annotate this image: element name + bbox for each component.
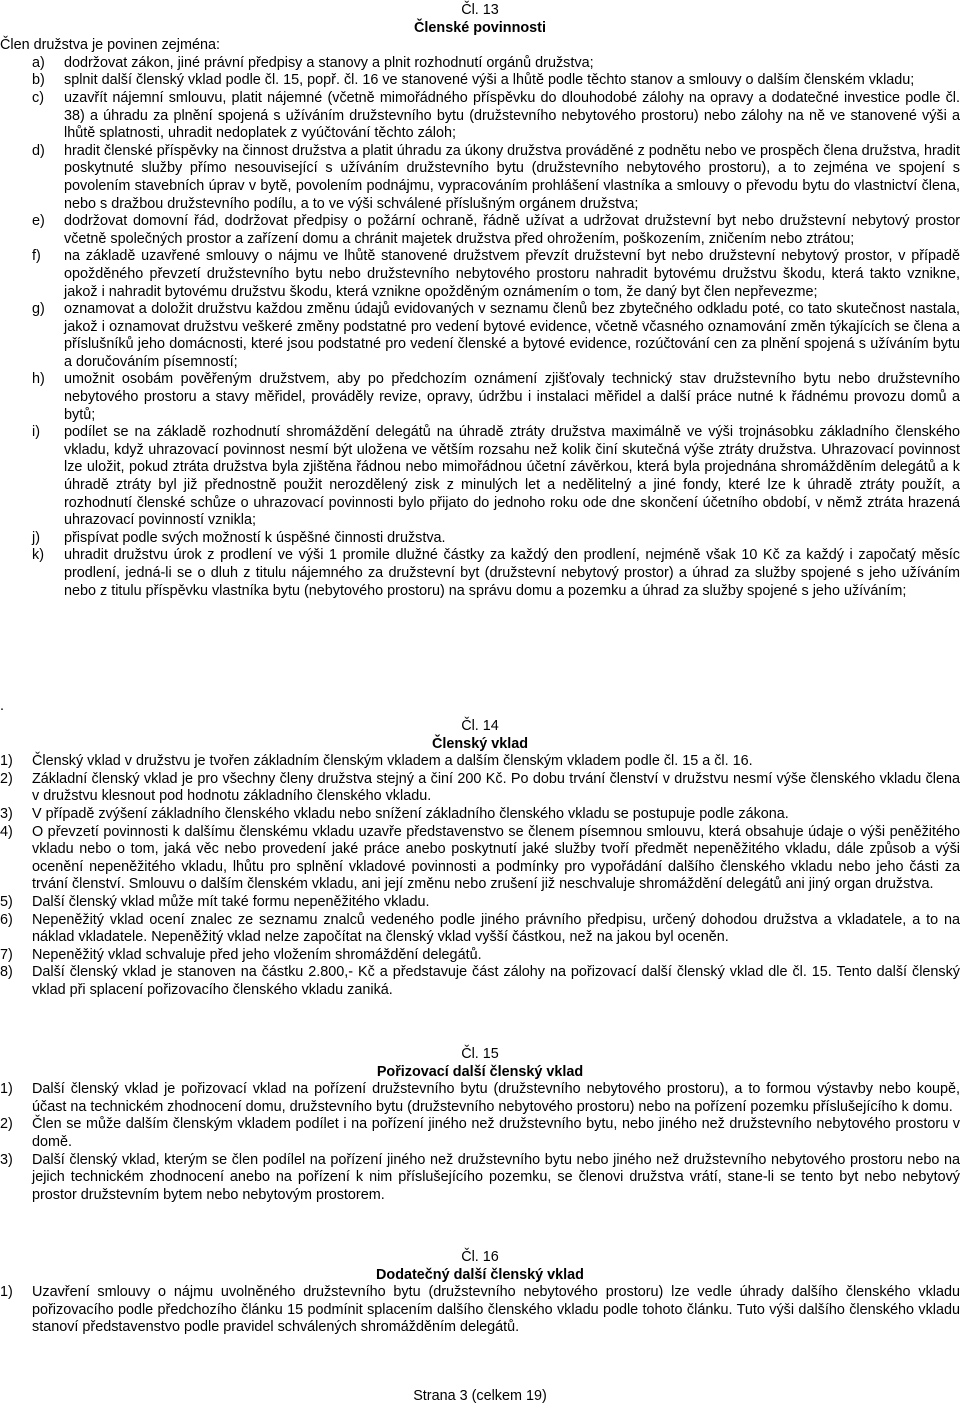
item-text: na základě uzavřené smlouvy o nájmu ve lhůtě stanovené družstvem převzít družstevní byt nebo družstevní nebytový prostor, v případě opožděného převzetí družstevního bytu nebo družstevního nebytového prostoru nahradit bytovému družstvu škodu, která takto vznikne, jakož i nahradit bytovému družstvu škodu, která vznikne opožděným oznámením o tom, že daný byt člen nepřevezme;: [64, 248, 960, 300]
item-text: Základní členský vklad je pro všechny členy družstva stejný a činí 200 Kč. Po dobu trvání členství v družstvu nesmí výše členského vkladu člena v družstvu klesnout pod hodnotu základního členského vkladu.: [32, 770, 960, 805]
article-number: Čl. 13: [461, 2, 499, 18]
list-item: [0, 771, 960, 806]
item-text: umožnit osobám pověřeným družstvem, aby po předchozím oznámení zjišťovaly technický stav družstevního bytu nebo družstevního nebytového prostoru a stavy měřidel, prováděly revize, opravy, údržbu i instalaci měřidel a další práce nutné k řádnému provozu domů a bytů;: [64, 371, 960, 423]
item-label: 1): [0, 1284, 13, 1301]
list-item: [0, 72, 960, 90]
numbered-list: [0, 1284, 960, 1337]
item-text: oznamovat a doložit družstvu každou změnu údajů evidovaných v seznamu členů bez zbytečného odkladu poté, co tato skutečnost nastala, jakož i oznamovat družstvu veškeré změny podstatné pro vedení bytové evidence, včetně včasného oznamování změn týkajících se člena a příslušníků jeho domácnosti, které jsou podstatné pro vedení členské a bytové evidence, rozúčtování cen za plnění spojená s užíváním bytu a doručováním písemností;: [64, 301, 960, 370]
article-13: [0, 2, 960, 600]
list-item: [0, 213, 960, 248]
list-item: [0, 547, 960, 600]
list-item: [0, 1152, 960, 1205]
list-item: [0, 894, 960, 912]
item-text: uhradit družstvu úrok z prodlení ve výši 1 promile dlužné částky za každý den prodlení, nejméně však 10 Kč za každý i započatý měsíc prodlení, jedná-li se o dluh z titulu nájemného za družstevní byt (družstevní nebytový prostor) a úhrad za služby spojené s jeho užíváním nebo z titulu příspěvku vlastníka bytu (nebytového prostoru) na správu domu a pozemku a úhrad za služby spojené s jeho užíváním;: [64, 547, 960, 599]
item-label: b): [32, 72, 45, 89]
item-label: 2): [0, 770, 13, 787]
item-label: g): [32, 301, 45, 318]
item-label: e): [32, 213, 45, 230]
item-label: 7): [0, 946, 13, 963]
list-item: [0, 1081, 960, 1116]
item-text: uzavřít nájemní smlouvu, platit nájemné (včetně mimořádného příspěvku do dlouhodobé zálohy na opravy a dodatečné investice podle čl. 38) a úhradu za plnění spojená s užíváním družstevního bytu (družstevního nebytového prostoru) nebo zálohy na ně ve stanovené výši a lhůtě splatnosti, uhradit nedoplatek z vyúčtování těchto záloh;: [64, 89, 960, 142]
article-number: Čl. 15: [461, 1046, 499, 1062]
duties-list: [0, 55, 960, 600]
item-text: Nepeněžitý vklad schvaluje před jeho vložením shromáždění delegátů.: [32, 946, 482, 963]
page-footer: Strana 3 (celkem 19): [413, 1388, 547, 1404]
numbered-list: [0, 753, 960, 999]
article-title: Členské povinnosti: [414, 19, 546, 36]
item-label: 3): [0, 805, 13, 822]
item-text: Člen se může dalším členským vkladem podílet i na pořízení jiného než družstevního bytu, nebo jiného než družstevního nebytového prostoru v domě.: [32, 1116, 960, 1150]
item-label: i): [32, 424, 40, 441]
item-label: c): [32, 89, 44, 106]
list-item: [0, 55, 960, 73]
item-text: hradit členské příspěvky na činnost družstva a platit úhradu za úkony družstva prováděné z podnětu nebo ve prospěch člena družstva, hradit poskytnuté služby přímo nesouvisející s užíváním družstevního bytu (družstevního nebytového prostoru), a to zejména ve spojení s povolením stavebních úprav v bytě, povolením podnájmu, vypracováním prohlášení vlastníka a smlouvy o převodu bytu do vlastnictví člena, nebo s dražbou družstevního podílu, a to ve výši schválené příslušným orgánem družstva;: [64, 142, 960, 212]
item-label: 8): [0, 964, 13, 981]
item-label: 5): [0, 893, 13, 910]
item-text: O převzetí povinnosti k dalšímu členskému vkladu uzavře představenstvo se členem písemnou smlouvu, která obsahuje údaje o výši peněžitého vkladu nebo o tom, jaká věc nebo provedení jaké práce anebo poskytnutí jaké služby tvoří předmět nepeněžitého vkladu, dále způsob a výši ocenění nepeněžitého vkladu, lhůtu pro splnění vkladové povinnosti a podmínky pro vypořádání dalšího členského vkladu nebo jeho části za trvání členství. Smlouvu o dalším členském vkladu, ani její změnu nebo zrušení již neschvaluje shromáždění delegátů ani jiný organ družstva.: [32, 823, 960, 893]
list-item: [0, 424, 960, 530]
item-text: dodržovat zákon, jiné právní předpisy a stanovy a plnit rozhodnutí orgánů družstva;: [64, 54, 594, 71]
item-label: 6): [0, 911, 13, 928]
article-title: Členský vklad: [432, 735, 528, 752]
list-item: [0, 806, 960, 824]
item-label: a): [32, 54, 45, 71]
article-number: Čl. 16: [461, 1249, 499, 1265]
item-text: Další členský vklad je pořizovací vklad na pořízení družstevního bytu (družstevního nebytového prostoru), a to formou výstavby nebo koupě, účast na technickém zhodnocení domu, družstevního bytu (družstevního nebytového prostoru) nebo na pořízení pozemku příslušejícího k domu.: [32, 1081, 960, 1115]
item-text: Nepeněžitý vklad ocení znalec ze seznamu znalců vedeného podle jiného právního předpisu, určený dohodou družstva a vkladatele, a to na náklad vkladatele. Nepeněžitý vklad nelze započítat na členský vklad vyšší částkou, než na jakou byl oceněn.: [32, 911, 960, 946]
item-text: Další členský vklad je stanoven na částku 2.800,- Kč a představuje část zálohy na pořizovací další členský vklad dle čl. 15. Tento další členský vklad při splacení pořizovacího členského vkladu zaniká.: [32, 964, 960, 998]
item-text: V případě zvýšení základního členského vkladu nebo snížení základního členského vkladu se postupuje podle zákona.: [32, 805, 789, 822]
numbered-list: [0, 1081, 960, 1204]
list-item: [0, 371, 960, 424]
list-item: [0, 824, 960, 894]
item-label: 4): [0, 823, 13, 840]
item-text: Uzavření smlouvy o nájmu uvolněného družstevního bytu (družstevního nebytového prostoru) lze vedle úhrady dalšího členského vkladu pořizovacího podle předchozího článku 15 podmínit splacením dalšího členského vkladu podle tohoto článku. Tuto výši dalšího členského vkladu stanoví představenstvo podle pravidel schválených shromážděním delegátů.: [32, 1284, 960, 1336]
list-item: [0, 1284, 960, 1337]
item-text: přispívat podle svých možností k úspěšné činnosti družstva.: [64, 529, 446, 546]
list-item: [0, 1116, 960, 1151]
article-15: [0, 1046, 960, 1204]
item-text: Členský vklad v družstvu je tvořen základním členským vkladem a dalším členským vkladem podle čl. 15 a čl. 16.: [32, 753, 753, 770]
item-label: 2): [0, 1116, 13, 1133]
item-text: Další členský vklad, kterým se člen podílel na pořízení jiného než družstevního bytu nebo jiného než družstevního nebytového prostoru nebo na jejich technickém zhodnocení anebo na pořízení k nim příslušejícího pozemku, se členovi družstva vrátí, stane-li se tento byt nebo nebytový prostor družstevním bytem nebo nebytovým prostorem.: [32, 1151, 960, 1203]
item-text: splnit další členský vklad podle čl. 15, popř. čl. 16 ve stanovené výši a lhůtě podle těchto stanov a smlouvy o dalším členském vkladu;: [64, 72, 915, 89]
article-14: [0, 718, 960, 1000]
item-text: dodržovat domovní řád, dodržovat předpisy o požární ochraně, řádně užívat a udržovat družstevní byt nebo družstevní nebytový prostor včetně společných prostor a zařízení domu a chránit majetek družstva před ohrožením, poškozením, zničením nebo ztrátou;: [64, 213, 960, 247]
list-item: [0, 248, 960, 301]
item-label: f): [32, 248, 41, 265]
list-item: [0, 143, 960, 213]
article-number: Čl. 14: [461, 718, 499, 734]
item-label: j): [32, 529, 40, 546]
article-title: Pořizovací další členský vklad: [376, 1063, 584, 1080]
list-item: [0, 301, 960, 371]
article-16: [0, 1249, 960, 1337]
item-label: 1): [0, 753, 13, 770]
list-item: [0, 530, 960, 548]
item-label: k): [32, 547, 44, 564]
article-intro: Člen družstva je povinen zejména:: [0, 37, 220, 54]
list-item: [0, 90, 960, 143]
item-text: Další členský vklad může mít také formu nepeněžitého vkladu.: [32, 893, 430, 910]
item-label: d): [32, 142, 45, 159]
item-label: 3): [0, 1151, 13, 1168]
item-label: 1): [0, 1081, 13, 1098]
article-title: Dodatečný další členský vklad: [376, 1266, 584, 1283]
item-label: h): [32, 371, 45, 388]
stray-mark: .: [0, 698, 4, 714]
list-item: [0, 947, 960, 965]
list-item: [0, 753, 960, 771]
list-item: [0, 964, 960, 999]
item-text: podílet se na základě rozhodnutí shromáždění delegátů na úhradě ztráty družstva maximálně ve výši trojnásobku základního členského vkladu, když uhrazovací povinnost nesmí být uložena ve větším rozsahu než kolik činí skutečná výše ztráty družstva. Uhrazovací povinnost lze uložit, pokud ztráta družstva byla zjištěna řádnou nebo mimořádnou účetní závěrkou, která byla projednána shromážděním delegátů a k úhradě ztráty byl již přednostně použit nerozdělený zisk z minulých let a nedělitelný a jiné fondy, které lze k úhradě ztráty použít, a rozhodnutí členské schůze o uhrazovací povinnosti bylo přijato do jednoho roku ode dne skončení účetního období, v němž ztráta hrazená uhrazovací povinností vznikla;: [64, 424, 960, 529]
list-item: [0, 912, 960, 947]
